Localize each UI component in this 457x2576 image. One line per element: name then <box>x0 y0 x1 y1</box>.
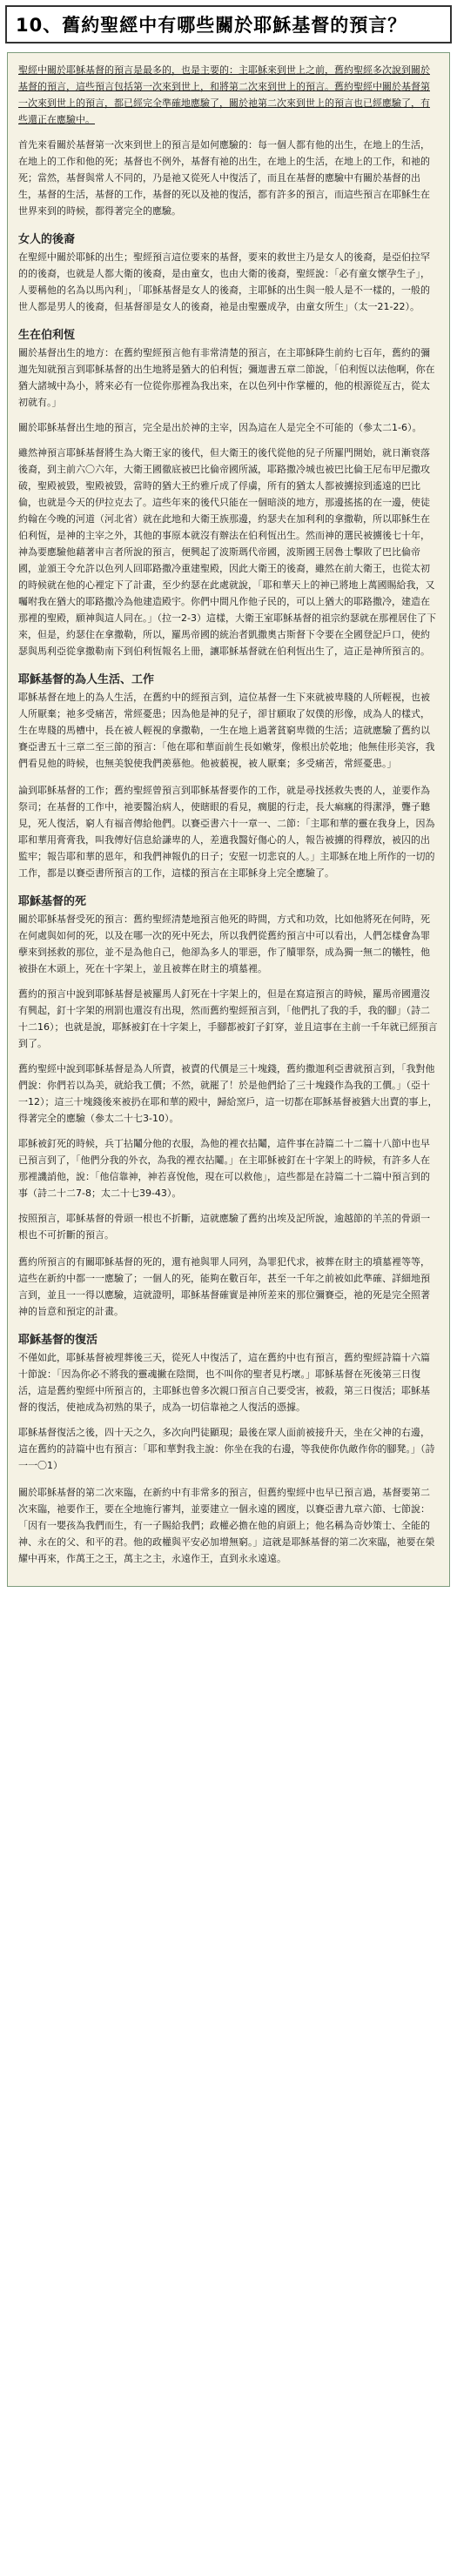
paragraph: 關於耶穌基督的第二次來臨，在新約中有非常多的預言，但舊約聖經中也早已預言過，基督要第二次來臨，祂要作王，要在全地施行審判，並要建立一個永遠的國度，以賽亞書九章六節、七節說：「因有一嬰孩為我們而生，有一子賜給我們；政權必擔在他的肩頭上；他名稱為奇妙策士、全能的神、永在的父、和平的君。他的政權與平安必加增無窮。」這就是耶穌基督的第二次來臨，祂要在榮耀中再來，作萬王之王，萬主之主，永遠作王，直到永永遠遠。 <box>18 1487 435 1564</box>
paragraph: 論到耶穌基督的工作；舊約聖經曾預言到耶穌基督要作的工作，就是尋找拯救失喪的人，並要作為祭司；在基督的工作中，祂要醫治病人，使瞎眼的看見，瘸腿的行走，長大痲瘋的得潔淨，聾子聽見，死人復活，窮人有福音傳給他們。以賽亞書六十一章一、二節：「主耶和華的靈在我身上，因為耶和華用膏膏我，叫我傳好信息給謙卑的人，差遣我醫好傷心的人，報告被擄的得釋放，被囚的出監牢；報告耶和華的恩年，和我們神報仇的日子；安慰一切悲哀的人。」主耶穌在地上所作的一切的工作，都是以賽亞書所預言的工作，這樣的預言在主耶穌身上完全應驗了。 <box>18 785 435 879</box>
section-bethlehem <box>18 325 439 659</box>
paragraph: 耶穌基督復活之後，四十天之久，多次向門徒顯現；最後在眾人面前被接升天，坐在父神的右邊，這在舊約的詩篇中也有預言：「耶和華對我主說：你坐在我的右邊，等我使你仇敵作你的腳凳。」（詩一一〇1） <box>18 1427 435 1471</box>
paragraph: 聖經中關於耶穌基督的預言是最多的，也是主要的：主耶穌來到世上之前，舊約聖經多次說到關於基督的預言，這些預言包括第一次來到世上，和將第二次來到世上的預言。舊約聖經中關於基督第一次來到世上的預言，都已經完全準確地應驗了，關於祂第二次來到世上的預言也已經應驗了，有些還正在應驗中。 <box>18 64 430 125</box>
section-heading: 耶穌基督的為人生活、工作 <box>18 673 155 686</box>
paragraph: 耶穌基督在地上的為人生活，在舊約中的經預言到，這位基督一生下來就被卑賤的人所輕視，也被人所厭棄；祂多受痛苦，常經憂患；因為他是神的兒子，卻甘願取了奴僕的形像，成為人的樣式，生在卑賤的馬槽中，長在被人輕視的拿撒勒，一生在地上過著貧窮卑微的生活；這就應驗了舊約以賽亞書五十三章二至三節的預言：「他在耶和華面前生長如嫩芽，像根出於乾地；他無佳形美容，我們看見他的時候，也無美貌使我們羨慕他。他被藐視，被人厭棄；多受痛苦，常經憂患。」 <box>18 692 435 769</box>
paragraph: 舊約聖經中說到耶穌基督是為人所賣，被賣的代價是三十塊錢，舊約撒迦利亞書就預言到，「我對他們說：你們若以為美，就給我工價；不然，就罷了！於是他們給了三十塊錢作為我的工價。」（亞十一12）；這三十塊錢後來被扔在耶和華的殿中，歸給窯戶，這一切都在耶穌基督被猶大出賣的事上，得著完全的應驗（參太二十七3-10）。 <box>18 1063 438 1124</box>
section-woman-seed <box>18 230 439 315</box>
paragraph: 首先來看關於基督第一次來到世上的預言是如何應驗的：每一個人都有他的出生，在地上的生活，在地上的工作和他的死；基督也不例外，基督有祂的出生，在地上的生活，在地上的工作，和祂的死；當然，基督與常人不同的，乃是祂又從死人中復活了，而且在基督的應驗中有關於基督的出生，基督的生活，基督的工作，基督的死以及祂的復活，都有許多的預言，而這些預言在耶穌生在世界來到的時候，都得著完全的應驗。 <box>18 139 430 217</box>
section-second-coming <box>18 1484 439 1567</box>
paragraph: 舊約的預言中說到耶穌基督是被羅馬人釘死在十字架上的，但是在寫這預言的時候，羅馬帝國還沒有興起，釘十字架的刑罰也還沒有出現，然而舊約聖經預言到，「他們扎了我的手，我的腳」（詩二十二16）；也就是說，耶穌被釘在十字架上，手腳都被釘子釘穿，並且這事在主前一千年就已經預言到了。 <box>18 988 438 1049</box>
section-death <box>18 892 439 1243</box>
paragraph: 雖然神預言耶穌基督將生為大衛王家的後代，但大衛王的後代從他的兒子所羅門開始，就日漸衰落後裔，到主前六〇六年，大衛王國徹底被巴比倫帝國所滅，耶路撒冷城也被巴比倫王尼布甲尼撒攻破，聖殿被毀，聖殿被毀，當時的猶大王約雅斤成了俘虜，所有的猶太人都被擄掠到遙遠的巴比倫，也就是今天的伊拉克去了。這些年來的後代只能在一個暗淡的地方，那邊搖搖的在一邊，使徒約翰在今晚的河道（河北省）就在此地和大衛王族那邊，約瑟夫在加利利的拿撒勒，所以耶穌生在伯利恆，是神的主宰之外，其他的事原本就沒有辦法在伯利恆出生。然而神的選民被擄後七十年，神為要應驗他藉著申言者所說的預言，便興起了波斯瑪代帝國，波斯國王居魯士擊敗了巴比倫帝國，並頒王令允許以色列人回耶路撒冷重建聖殿，因此大衛王的後裔，雖然在前大衛王，也從太初的時候就在他的心裡定下了計畫，至少約瑟在此處就說，「耶和華天上的神已將地上萬國賜給我，又囑咐我在猶大的耶路撒冷為他建造殿宇。你們中間凡作他子民的，可以上猶大的耶路撒冷，建造在那裡的聖殿，願神與這人同在。」（拉一2-3）這樣，大衛王室耶穌基督的祖宗約瑟就在那裡居住了下來，但是，約瑟住在拿撒勒，所以，羅馬帝國的統治者凱撒奧古斯督下令要在全國登記戶口，使約瑟與馬利亞從拿撒勒南下到伯利恆報名上冊，讓耶穌基督就在伯利恆出生了，這正是神所預言的。 <box>18 447 436 657</box>
paragraph: 耶穌被釘死的時候，兵丁拈鬮分他的衣服，為他的裡衣拈鬮，這件事在詩篇二十二篇十八節中也早已預言到了，「他們分我的外衣，為我的裡衣拈鬮。」在主耶穌被釘在十字架上的時候，有許多人在那裡譏誚他，說：「他信靠神，神若喜悅他，現在可以救他」，這些都是在詩篇二十二篇中預言到的事（詩二十二7-8；太二十七39-43）。 <box>18 1138 430 1199</box>
paragraph: 在聖經中關於耶穌的出生；聖經預言這位要來的基督，要來的救世主乃是女人的後裔，是亞伯拉罕的的後裔，也就是人都大衛的後裔，是由童女，也由大衛的後裔，聖經說：「必有童女懷孕生子」，人要稱他的名為以馬內利」，「耶穌基督是女人的後裔，主耶穌的出生與一般人是不一樣的，一般的世人都是男人的後裔，但基督卻是女人的後裔，祂是由聖靈成孕，由童女所生」（太一21-22）。 <box>18 251 430 312</box>
page-title: 10、舊約聖經中有哪些關於耶穌基督的預言？ <box>16 15 407 36</box>
paragraph: 關於基督出生的地方：在舊約聖經預言他有非常清楚的預言，在主耶穌降生前約七百年，舊約的彌迦先知就預言到耶穌基督的出生地將是猶大的伯利恆；彌迦書五章二節說，「伯利恆以法他啊，你在猶大諸城中為小，將來必有一位從你那裡為我出來，在以色列中作掌權的，他的根源從亙古，從太初就有。」 <box>18 347 435 408</box>
section-heading: 耶穌基督的復活 <box>18 1334 98 1347</box>
paragraph: 關於耶穌基督出生地的預言，完全是出於神的主宰，因為這在人是完全不可能的（參太二1-6）。 <box>18 422 422 433</box>
section-heading: 女人的後裔 <box>18 233 76 246</box>
section-death-summary <box>18 1254 439 1320</box>
paragraph: 不僅如此，耶穌基督被埋葬後三天，從死人中復活了，這在舊約中也有預言，舊約聖經詩篇十六篇十節說：「因為你必不將我的靈魂撇在陰間，也不叫你的聖者見朽壞。」耶穌基督在死後第三日復活，這是舊約聖經中所預言的，主耶穌也曾多次親口預言自己要受害，被殺，第三日復活；耶穌基督的復活，使祂成為初熟的果子，成為一切信靠祂之人復活的憑據。 <box>18 1352 430 1413</box>
content-card <box>7 52 450 1587</box>
section-work <box>18 782 439 881</box>
section-life-work <box>18 670 439 772</box>
title-box <box>5 5 452 43</box>
section-heading: 耶穌基督的死 <box>18 895 87 908</box>
section-intro <box>18 62 439 219</box>
paragraph: 按照預言，耶穌基督的骨頭一根也不折斷，這就應驗了舊約出埃及記所說，逾越節的羊羔的骨頭一根也不可折斷的預言。 <box>18 1213 430 1241</box>
paragraph: 關於耶穌基督受死的預言：舊約聖經清楚地預言他死的時間，方式和功效，比如他將死在何時，死在何處與如何的死，以及在哪一次的死中死去，所以我們從舊約預言中可以看出，人們怎樣會為罪孽來到拯救的那位，並不是為他自己，他卻為多人的罪惡，作了贖罪祭，成為獨一無二的犧牲，他被掛在木頭上，死在十字架上，並且被葬在財主的墳墓裡。 <box>18 913 430 974</box>
section-heading: 生在伯利恆 <box>18 329 76 342</box>
section-resurrection <box>18 1330 439 1474</box>
paragraph: 舊約所預言的有關耶穌基督的死的，還有祂與罪人同列，為罪犯代求，被葬在財主的墳墓裡等等，這些在新約中都一一應驗了；一個人的死，能夠在數百年，甚至一千年之前被如此準確、詳細地預言到，並且一一得以應驗，這就證明，耶穌基督確實是神所差來的那位彌賽亞，祂的死是完全照著神的旨意和預定的計畫。 <box>18 1256 430 1317</box>
